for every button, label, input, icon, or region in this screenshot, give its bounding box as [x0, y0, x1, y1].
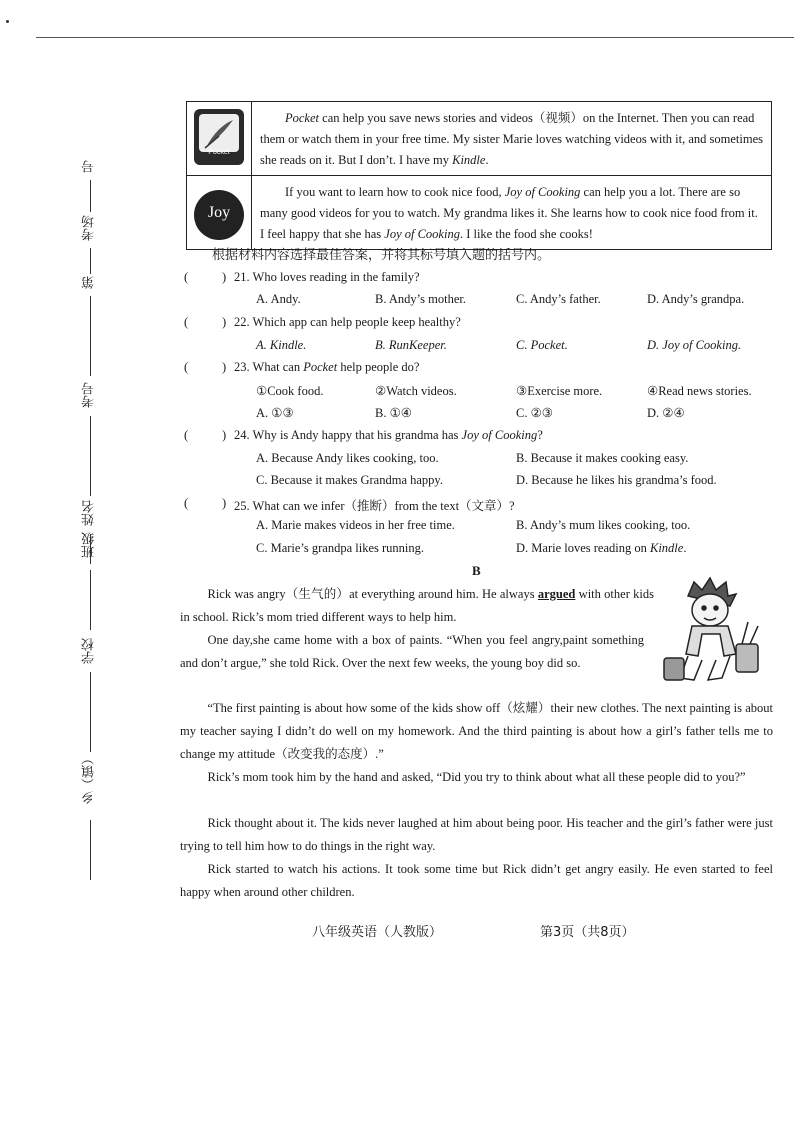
instruction: 根据材料内容选择最佳答案，并将其标号填入题的括号内。 [212, 248, 551, 263]
passage-paragraph-2: One day,she came home with a box of paints. “When you feel angry,paint something and don’t argue,” she told Rick. Over the next few weeks, the young boy did so. [180, 633, 644, 670]
pocket-row [187, 102, 772, 176]
answer-paren-open[interactable]: ( [184, 496, 189, 510]
q25-option-d: D. Marie loves reading on Kindle. [516, 541, 687, 555]
blank-line [90, 180, 91, 212]
q21-option-d: D. Andy’s grandpa. [647, 292, 745, 306]
passage-paragraph-1: Rick was angry（生气的）at everything around him. He always argued with other kids in school. Rick’s mom tried different ways to help him. [180, 587, 654, 624]
question-22: 22. Which app can help people keep healthy? [234, 315, 461, 329]
q23-option-b: B. ①④ [375, 406, 412, 420]
answer-paren-open[interactable]: ( [184, 360, 189, 374]
blank-line [90, 416, 91, 496]
town-label: 乡（镇） [82, 752, 97, 804]
blank-line [90, 248, 91, 274]
q23-choice-2: ②Watch videos. [375, 384, 457, 398]
passage-paragraph-4: Rick’s mom took him by the hand and asked, “Did you try to think about what all these people did to you?” [207, 770, 746, 784]
joy-row [187, 176, 772, 250]
q22-option-a: A. Kindle. [256, 338, 307, 352]
question-23: 23. What can Pocket help people do? [234, 360, 420, 374]
q24-option-d: D. Because he likes his grandma’s food. [516, 473, 717, 487]
name-label: 姓名 [82, 500, 97, 526]
section-heading: B [472, 563, 481, 578]
q21-option-b: B. Andy’s mother. [375, 292, 466, 306]
number-label: 号 [82, 160, 97, 173]
answer-paren-close: ) [222, 270, 227, 284]
passage-paragraph-5: Rick thought about it. The kids never laughed at him about being poor. His teacher and the girl’s father were just trying to tell him how to do things in the right way. [180, 816, 773, 853]
question-25: 25. What can we infer（推断）from the text（文章）? [234, 499, 515, 513]
no-label: 第 [82, 276, 97, 289]
answer-paren-open[interactable]: ( [184, 428, 189, 442]
q23-choice-1: ①Cook food. [256, 384, 324, 398]
q21-option-c: C. Andy’s father. [516, 292, 601, 306]
top-rule [36, 37, 794, 38]
answer-paren-open[interactable]: ( [184, 270, 189, 284]
q24-option-c: C. Because it makes Grandma happy. [256, 473, 443, 487]
joy-icon-cell [187, 176, 252, 250]
q25-option-c: C. Marie’s grandpa likes running. [256, 541, 425, 555]
joy-of-cooking-app-icon: Joy [194, 190, 244, 240]
q24-option-b: B. Because it makes cooking easy. [516, 451, 689, 465]
pocket-app-icon [194, 109, 244, 165]
q24-option-a: A. Because Andy likes cooking, too. [256, 451, 439, 465]
pocket-name: Pocket [285, 111, 320, 125]
answer-paren-close: ) [222, 315, 227, 329]
q23-option-c: C. ②③ [516, 406, 553, 420]
q23-option-d: D. ②④ [647, 406, 685, 420]
answer-paren-close: ) [222, 360, 227, 374]
question-21: 21. Who loves reading in the family? [234, 270, 420, 284]
answer-paren-close: ) [222, 496, 227, 510]
q23-option-a: A. ①③ [256, 406, 294, 420]
answer-paren-open[interactable]: ( [184, 315, 189, 329]
boy-painting-illustration [658, 574, 770, 692]
footer-subject: 八年级英语（人教版） [312, 925, 443, 940]
pocket-icon-label: Pocket [208, 148, 230, 156]
q22-option-d: D. Joy of Cooking. [647, 338, 742, 352]
scan-dot [6, 20, 9, 23]
blank-line [90, 570, 91, 630]
pocket-icon-cell [187, 102, 252, 176]
q25-option-a: A. Marie makes videos in her free time. [256, 518, 455, 532]
blank-line [90, 820, 91, 880]
passage-paragraph-3: “The first painting is about how some of the kids show off（炫耀）their new clothes. The next painting is about my teacher saying I didn’t do well on my homework. And the third painting is about how a girl’s father tells me to change my attitude（改变我的态度）.” [180, 701, 773, 761]
question-24: 24. Why is Andy happy that his grandma has Joy of Cooking? [234, 428, 543, 442]
q21-option-a: A. Andy. [256, 292, 301, 306]
binding-margin [80, 160, 102, 880]
blank-line [90, 672, 91, 752]
footer-page-number: 第3页（共8页） [540, 925, 635, 940]
apps-table [186, 101, 772, 250]
blank-line [90, 296, 91, 376]
passage-paragraph-6: Rick started to watch his actions. It took some time but Rick didn’t get angry easily. He even started to feel happy when around other children. [180, 862, 773, 899]
class-label: 班级 [82, 532, 97, 558]
exam-no-label: 考号 [82, 382, 97, 408]
school-label: 学校 [82, 638, 97, 664]
joy-description: If you want to learn how to cook nice food, Joy of Cooking can help you a lot. There are so many good videos for you to watch. My grandma likes it. She learns how to cook nice food from it. I feel happy that she has Joy of Cooking. I like the food she cooks! [252, 176, 772, 250]
q22-option-b: B. RunKeeper. [375, 338, 447, 352]
q23-choice-4: ④Read news stories. [647, 384, 752, 398]
underlined-word: argued [537, 587, 576, 601]
q25-option-b: B. Andy’s mum likes cooking, too. [516, 518, 691, 532]
answer-paren-close: ) [222, 428, 227, 442]
q23-choice-3: ③Exercise more. [516, 384, 603, 398]
joy-name: Joy of Cooking [504, 185, 581, 199]
exam-room-label: 考场 [82, 215, 97, 241]
q22-option-c: C. Pocket. [516, 338, 568, 352]
pocket-description: Pocket can help you save news stories and videos（视频）on the Internet. Then you can read them or watch them in your free time. My sister Marie loves watching videos with it, and sometimes she reads on it. But I don’t. I have my Kindle. [252, 102, 772, 176]
